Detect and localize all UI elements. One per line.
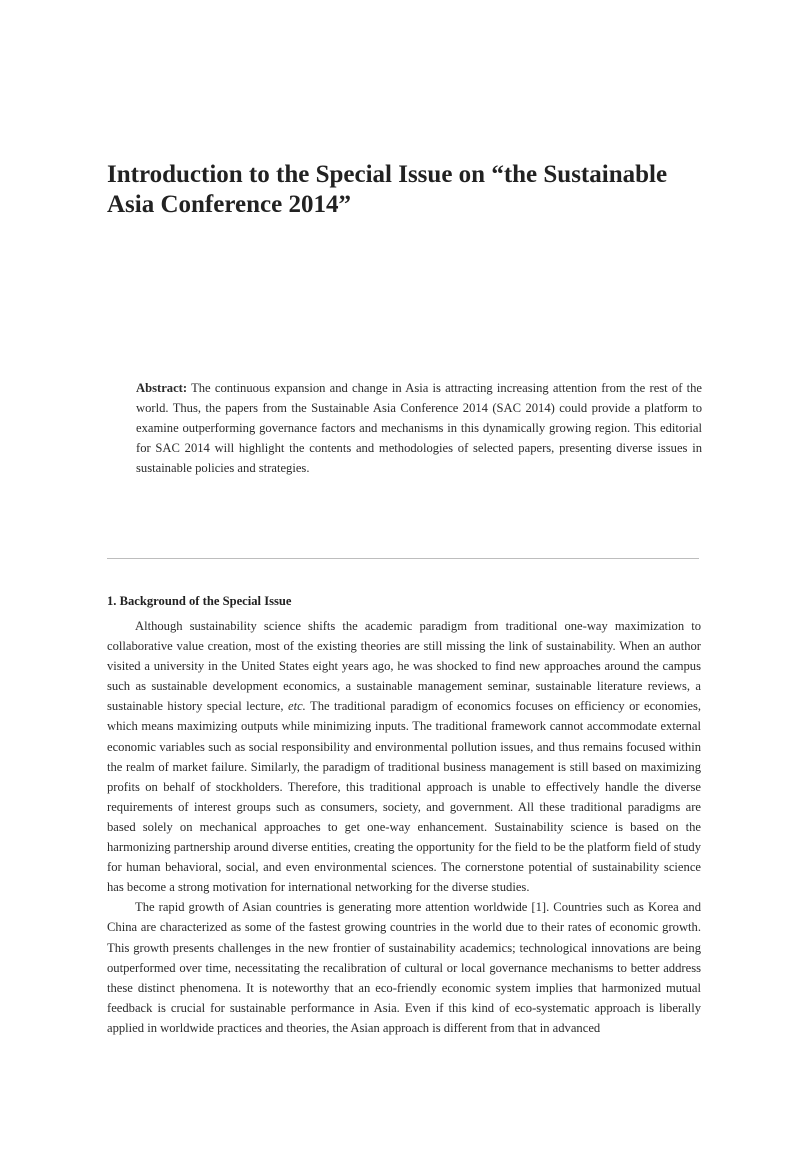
paper-title: Introduction to the Special Issue on “the Sustainable Asia Conference 2014” <box>107 161 668 218</box>
section-divider <box>107 558 699 559</box>
paragraph-1-part-2: The traditional paradigm of economics focuses on efficiency or economies, which means maximizing outputs while minimizing inputs. The traditional framework cannot accommodate external economic variables such as social responsibility and environmental pollution issues, and thus remains focused within the realm of market failure. Similarly, the paradigm of traditional business management is still based on maximizing profits on behalf of stockholders. Therefore, this traditional approach is unable to effectively handle the diverse requirements of interest groups such as consumers, society, and government. All these traditional paradigms are based solely on mechanical approaches to get one-way enhancement. Sustainability science is based on the harmonizing partnership around diverse entities, creating the opportunity for the field to be the platform field of study for human behavioral, social, and even environmental sciences. The cornerstone potential of sustainability science has become a strong motivation for international networking for the diverse studies. <box>107 699 701 895</box>
section-body <box>107 616 701 1038</box>
body-paragraph-1 <box>107 616 701 897</box>
etc-italic: etc. <box>288 699 306 714</box>
section-heading: 1. Background of the Special Issue <box>107 594 292 608</box>
body-paragraph-2: The rapid growth of Asian countries is generating more attention worldwide [1]. Countries such as Korea and China are characterized as some of the fastest growing countries in the world due to their rates of economic growth. This growth presents challenges in the new frontier of sustainability academics; technological innovations are being outperformed over time, necessitating the recalibration of cultural or local governance mechanisms to better address these distinct phenomena. It is noteworthy that an eco-friendly economic system implies that harmonized mutual feedback is crucial for sustainable performance in Asia. Even if this kind of eco-systematic approach is liberally applied in worldwide practices and theories, the Asian approach is different from that in advanced <box>107 900 701 1035</box>
abstract-text: The continuous expansion and change in Asia is attracting increasing attention from the rest of the world. Thus, the papers from the Sustainable Asia Conference 2014 (SAC 2014) could provide a platform to examine outperforming governance factors and mechanisms in this dynamically growing region. This editorial for SAC 2014 will highlight the contents and methodologies of selected papers, presenting diverse issues in sustainable policies and strategies. <box>136 381 702 475</box>
abstract-label: Abstract: <box>136 381 188 395</box>
paragraph-1-part-1: Although sustainability science shifts the academic paradigm from traditional one-way maximization to collaborative value creation, most of the existing theories are still missing the link of sustainability. When an author visited a university in the United States eight years ago, he was shocked to find new approaches around the campus such as sustainable development economics, a sustainable management seminar, sustainable literature reviews, a sustainable history special lecture, <box>107 619 701 714</box>
abstract <box>136 378 702 478</box>
